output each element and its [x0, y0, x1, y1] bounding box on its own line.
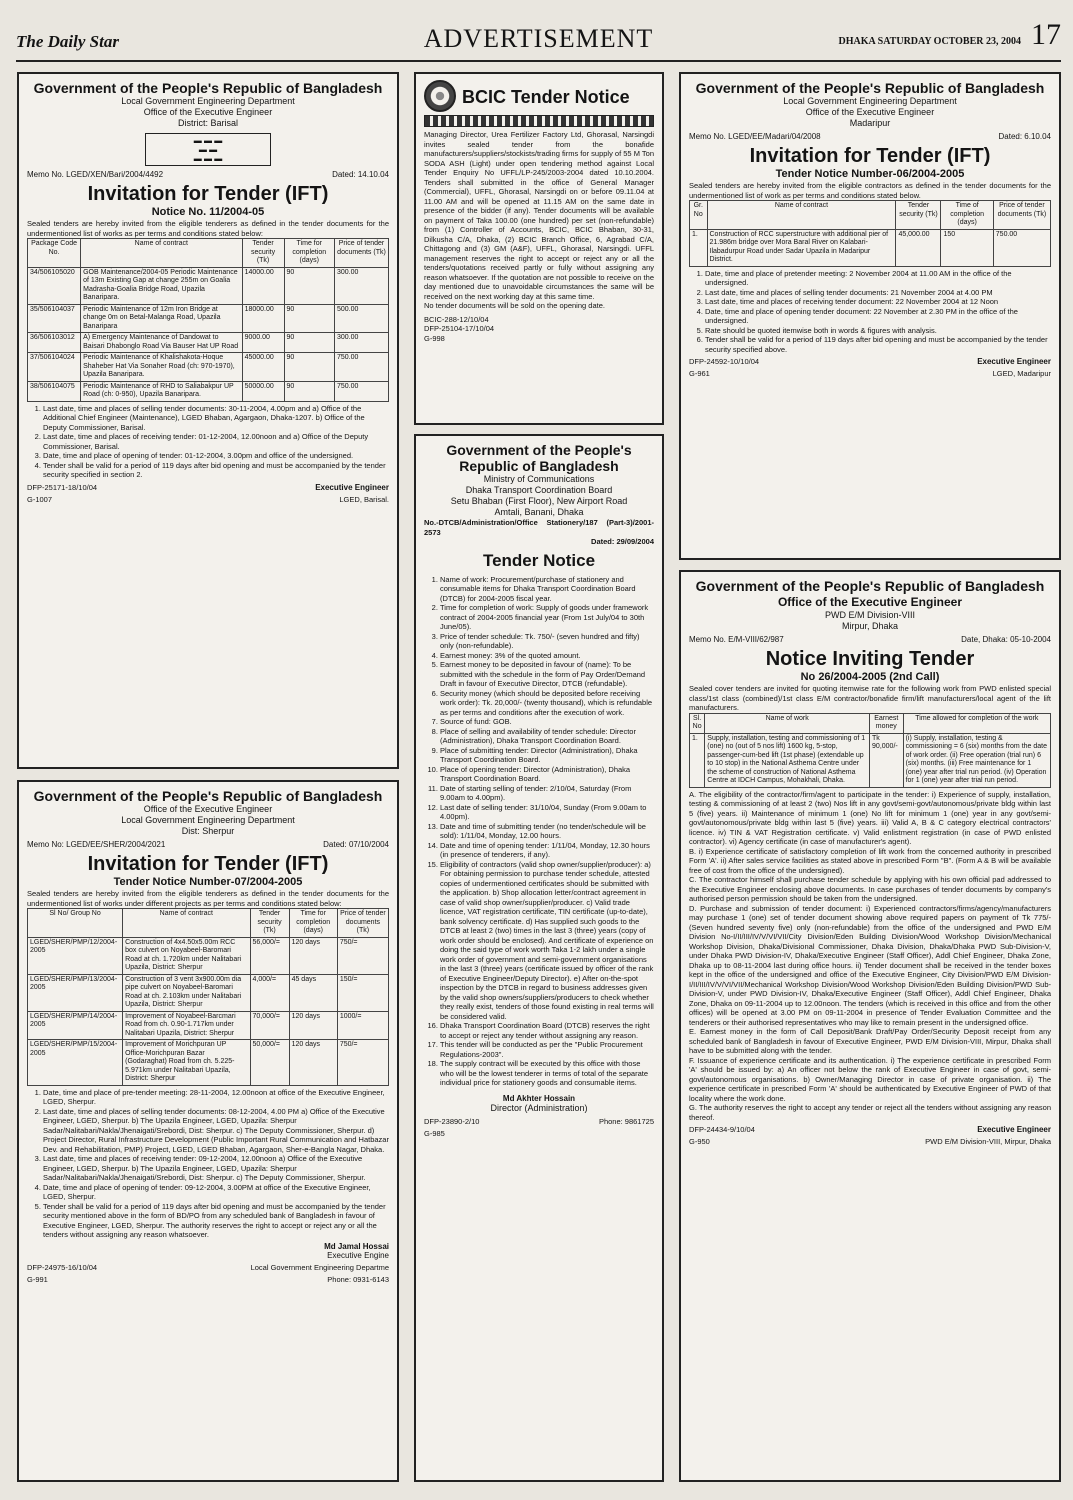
gov-title: Government of the People's Republic of Bangladesh [695, 80, 1045, 96]
memo-number: No.-DTCB/Administration/Office Stationery/187 (Part-3)/2001-2573 [424, 518, 654, 537]
gov-title-line1: Government of the People's [446, 442, 632, 458]
terms-list [689, 269, 1051, 355]
dfp-ref: DFP-25104-17/10/04 [424, 324, 495, 333]
g-number: G-998 [424, 333, 445, 343]
signatory-dept: Local Government Engineering Departme [250, 1262, 389, 1272]
table-row: 1. Construction of RCC superstructure with additional pier of 21.986m bridge over Mora Baral River on Kalabari-Ilabadurpur Road under Sadar Upazila in Madaripur District. 45,000.00 150 750.00 [690, 229, 1051, 266]
signature: Executive Engineer [977, 357, 1051, 366]
gov-title: Government of the People's Republic of Bangladesh [695, 578, 1045, 594]
gov-title-line2: Republic of Bangladesh [459, 458, 619, 474]
dept: Local Government Engineering Department [121, 815, 295, 825]
table-header: Name of contract [123, 909, 250, 938]
table-row: 38/506104075 Periodic Maintenance of RHD to Saliabakpur UP Road (ch: 0-950), Upazila Banaripara. 50000.00 90 750.00 [28, 381, 389, 401]
list-item: 15. Eligibility of contractors (valid shop owner/supplier/producer): a) For obtaining permission to purchase tender schedule, attested copies of undermentioned certificates should be submitted with the application. b) Shop allocation letter/contract agreement in case of valid shop owner/supplier/producer. c) Valid trade licence, VAT registration certificate, TIN certificate (up-to-date), bank solvency certificate. d) Has supplied such goods to the DTCB at least 2 (two) times in the last 3 (three) years (copy of work order should be enclosed). And certificate of experience on doing the said type of work worth Taka 1-2 lakh under a single work order of government and semi-government organisations in the last 3 (three) years (certificate issued by officer of the rank of Executive Engineer/Deputy Director). e) After on-the-spot inspection by the DTCB in regard to business addresses given by the valid shop owners/suppliers/producers to check whether they really exist, tenders of those found existing in real terms will be considered valid. [440, 860, 654, 1022]
list-item: 17. This tender will be conducted as per the "Public Procurement Regulations-2003". [440, 1040, 654, 1059]
intro: Sealed tenders are hereby invited from the eligible tenderers as defined in the tender documents for the undermentioned list of works under different projects as per terms and conditions stated below: [27, 889, 389, 908]
table-header: Sl No/ Group No [28, 909, 123, 938]
memo-number: Memo No. LGED/XEN/Bari/2004/4492 [27, 170, 164, 179]
signatory-title: Executive Engine [327, 1250, 389, 1260]
newspaper-name: The Daily Star [16, 32, 119, 51]
table-header: Price of tender documents (Tk) [334, 239, 388, 268]
intro: Sealed tenders are hereby invited from the eligible tenderers as defined in the tender documents for the undermentioned list of works as per terms and conditions stated below: [27, 219, 389, 238]
ad-pwd-mirpur [679, 570, 1061, 1482]
table-row: 34/506105020 GOB Maintenance/2004-05 Periodic Maintenance of 13m Existing Gap at change 255m on Goalia Madrasha-Goalia Bridge Road, Upazila Banaripara. 14000.00 90 300.00 [28, 267, 389, 304]
list-item: 4. Date, time and place of opening tender document: 22 November at 2.30 PM in the office of the undersigned. [705, 307, 1051, 326]
phone: Phone: 0931-6143 [327, 1274, 389, 1284]
notice-number: No 26/2004-2005 (2nd Call) [800, 671, 940, 683]
intro: Sealed cover tenders are invited for quoting itemwise rate for the following work from PWD enlisted special class/1st class (combined)/1st class E/M contractor/bonafide firm/lift manufacturers/local agent of the lift manufacturers. [689, 684, 1051, 712]
list-item: 4. Earnest money: 3% of the quoted amount. [440, 651, 654, 661]
memo-date: Date, Dhaka: 05-10-2004 [961, 635, 1051, 644]
list-item: 6. Tender shall be valid for a period of 119 days after bid opening and must be accompanied by the tender security specified above. [705, 335, 1051, 354]
tender-table [27, 908, 389, 1086]
signatory-name: Md Jamal Hossai [324, 1241, 389, 1251]
list-item: 1. Date, time and place of pre-tender meeting: 28-11-2004, 12.00noon at office of the Executive Engineer, LGED, Sherpur. [43, 1088, 389, 1107]
division: PWD E/M Division-VIII [824, 610, 915, 620]
clause: E. Earnest money in the form of Call Deposit/Bank Draft/Pay Order/Security Deposit receipt from any scheduled bank of Bangladesh in favour of Executive Engineer, PWD E/M Division-VIII, Mirpur, Dhaka shall have to be submitted along with the tender. [689, 1027, 1051, 1055]
dfp-ref: DFP-24592-10/10/04 [689, 357, 760, 366]
gov-title: Government of the People's Republic of Bangladesh [33, 80, 383, 96]
notice-number: Tender Notice Number-06/2004-2005 [775, 168, 965, 180]
office: Office of the Executive Engineer [777, 595, 963, 609]
table-header: Name of contract [81, 239, 242, 268]
table-header: Time for completion (days) [284, 239, 334, 268]
list-item: 3. Price of tender schedule: Tk. 750/- (seven hundred and fifty) only (non-refundable). [440, 632, 654, 651]
list-item: 1. Last date, time and places of selling tender documents: 30-11-2004, 4.00pm and a) Office of the Additional Chief Engineer (Maintenance), LGED Bhaban, Agargaon, Dhaka-1207. b) Office of the Deputy Commissioner, Barisal. [43, 404, 389, 433]
dfp-ref: DFP-24434-9/10/04 [689, 1125, 755, 1134]
list-item: 16. Dhaka Transport Coordination Board (DTCB) reserves the right to accept or reject any tender without assigning any reason. [440, 1021, 654, 1040]
list-item: 13. Date and time of submitting tender (no tender/schedule will be sold): 1/11/04, Monday, 12.00 hours. [440, 822, 654, 841]
signatory-name: Md Akhter Hossain [502, 1093, 576, 1103]
list-item: 2. Time for completion of work: Supply of goods under framework contract of 2004-2005 financial year (From 1st July/04 to 30th June/05). [440, 603, 654, 632]
office: Office of the Executive Engineer [143, 107, 273, 117]
masthead [16, 18, 1061, 62]
terms-list [424, 575, 654, 1088]
signature-office: PWD E/M Division-VIII, Mirpur, Dhaka [925, 1137, 1051, 1146]
memo-number: Memo No: LGED/EE/SHER/2004/2021 [27, 840, 166, 849]
signature-office: LGED, Barisal. [339, 494, 389, 504]
list-item: 5. Rate should be quoted itemwise both in words & figures with analysis. [705, 326, 1051, 336]
list-item: 2. Last date, time and places of selling tender documents: 21 November 2004 at 4.00 PM [705, 288, 1051, 298]
bengali-tagline-image [424, 115, 654, 127]
dept: Local Government Engineering Department [783, 96, 957, 106]
memo-number: Memo No. E/M-VIII/62/987 [689, 635, 784, 644]
district: Madaripur [849, 118, 891, 128]
list-item: 4. Tender shall be valid for a period of 119 days after bid opening and must be accompanied by the tender security specified in section 2. [43, 461, 389, 480]
table-header: Price of tender documents (Tk) [993, 201, 1050, 230]
table-row: 35/506104037 Periodic Maintenance of 12m Iron Bridge at change 0m on Betal-Malanga Road, Upazila Banaripara 18000.00 90 500.00 [28, 304, 389, 333]
g-number: G-961 [689, 369, 710, 378]
tender-table [689, 713, 1051, 788]
board: Dhaka Transport Coordination Board [465, 485, 613, 495]
ad-title: Invitation for Tender (IFT) [87, 853, 329, 875]
bcic-ref: BCIC-288-12/10/04 [424, 314, 489, 324]
closing-text: No tender documents will be sold on the opening date. [424, 301, 605, 310]
district: District: Barisal [177, 118, 238, 128]
bcic-logo-icon [424, 80, 456, 112]
clause: B. i) Experience certificate of satisfactory completion of lift work from the concerned authority in prescribed Form 'A'. ii) After sales service facilities as stated above in prescribed Form "B". (Form A & B will be available free of cost from the office of the undersigned). [689, 846, 1051, 875]
ad-title: Notice Inviting Tender [765, 648, 975, 670]
address-line1: Setu Bhaban (First Floor), New Airport Road [450, 496, 628, 506]
list-item: 5. Tender shall be valid for a period of 119 days after bid opening and must be accompanied by the tender security mentioned above in the form of BD/PO from any scheduled bank of Bangladesh in favour of Executive Engineer, LGED, Sherpur. The authority reserves the right to accept or reject any or all the tenders without assigning any reason whatsoever. [43, 1202, 389, 1240]
page-number: 17 [1031, 18, 1061, 51]
list-item: 1. Name of work: Procurement/purchase of stationery and consumable items for Dhaka Transport Coordination Board (DTCB) for 2004-2005 fiscal year. [440, 575, 654, 604]
list-item: 11. Date of starting selling of tender: 2/10/04, Saturday (From 9.00am to 4.00pm). [440, 784, 654, 803]
table-header: Package Code No. [28, 239, 81, 268]
list-item: 2. Last date, time and places of receiving tender: 01-12-2004, 12.00noon and a) Office of the Deputy Commissioner, Barisal. [43, 432, 389, 451]
notice-number: Tender Notice Number-07/2004-2005 [113, 876, 303, 888]
dateline: DHAKA SATURDAY OCTOBER 23, 2004 [838, 36, 1021, 47]
district: Dist: Sherpur [181, 826, 235, 836]
table-header: Earnest money [870, 713, 904, 733]
place: Mirpur, Dhaka [841, 621, 899, 631]
list-item: 2. Last date, time and places of selling tender documents: 08-12-2004, 4.00 PM a) Office of the Executive Engineer, LGED, Sherpur. b) The Upazila Engineer, LGED, Upazila: Sherpur Sadar/Nalitabari/Nakla/Jhenaigati/Srebordi, Dist: Sherpur. c) The Deputy Commissioner, Sherpur. d) Project Director, Rural Infrastructure Development (Public Important Rural Communication and Hatbazar Dev. and Rehabilitation, PMP) Project, LGED, LGED Bhaban, Agargaon, Sher-e-Bangla Nagar, Dhaka. [43, 1107, 389, 1155]
bengali-slogan-image: ▬ ▬ ▬ ▬ ▬ ▬ ▬ ▬ [145, 133, 271, 166]
clause: A. The eligibility of the contractor/firm/agent to participate in the tender: i) Experience of supply, installation, testing & commissioning of at least 2 (two) Nos lift in any govt/semi-govt/autonomous/private bldg within last 5 (five) years. ii) Maintenance of minimum 1 (one) No lift for minimum 1 (one) year in any govt/semi-govt/autonomous/private bldg within last 5 (five) years. iii) Valid A, B & C category electrical contractors' licence. iv) TIN & VAT Registration certificate. v) Valid enlistment registration (in case of PWD enlisted contractor). vi) Agency certificate (in case of manufacturer's agent). [689, 789, 1051, 846]
list-item: 12. Last date of selling tender: 31/10/04, Sunday (From 9.00am to 4.00pm). [440, 803, 654, 822]
signature-office: LGED, Madaripur [992, 369, 1051, 378]
tender-table [27, 238, 389, 402]
table-row: 1. Supply, installation, testing and commissioning of 1 (one) no (out of 5 nos lift) 1600 kg, 5-stop, passenger-cum-bed lift (1st phase) (extendable up to 10 stop) in the National Asthema Centre under the scheme of construction of National Asthema Centre at IDCH Campus, Mohakhali, Dhaka. Tk 90,000/- (i) Supply, installation, testing & commissioning = 6 (six) months from the date of work order. (ii) Free operation (trial run) 6 (six) months. (iii) Free maintenance for 1 (one) year after trial run period. (iv) Operation for 1 (one) year after trial run period. [690, 733, 1051, 787]
table-row: LGED/SHER/PMP/15/2004-2005 Improvement of Morichpuran UP Office-Morichpuran Bazar (Godaraghat) Road from ch. 5.225-5.971km under Nalitabari Upazila, District: Sherpur 50,000/= 120 days 750/= [28, 1040, 389, 1086]
body-text: Managing Director, Urea Fertilizer Factory Ltd, Ghorasal, Narsingdi invites sealed tender from the bonafide manufacturers/suppliers/stockists/trading firms for supply of 55 M Ton SODA ASH (Light) under open tendering method against Local Tender Enquiry No UFFL/LP-245/2003-2004 dated 10.10.2004. Tenders shall submitted in the office of General Manager (Commercial), UFFL, Ghorasal, Narsingdi on or before 09.11.04 at 11.00 AM and will be opened at 11.15 AM on the same date in presence of the bidder (if any). Tender documents will be available on payment of Taka 100.00 (one hundred) per set (non-refundable) from (1) Controller of Accounts, BCIC, BCIC Bhaban, 30-31, Dilkusha C/A, Dhaka, (2) BCIC Branch Office, 6, Agrabad C/A, Chittagong and (3) GM (A&F), UFFL, Ghorasal, Narsingdi. UFFL management reserves the right to accept or reject any or all the tenders/quotations received partly or fully without assigning any reason whatsoever. If the quotation are not possible to receive on the day mentioned due to unavoidable circumstances the same will be received on the next working day at this same time. [424, 130, 654, 301]
clause: D. Purchase and submission of tender document: i) Experienced contractors/firms/agency/manufacturers may purchase 1 (one) set of tender document showing above required papers on payment of Tk 775/- (Seven hundred seventy five) only (non-refundable) from the office of the undersigned and PWD E/M Division No-I/II/III/IV/V/VI/VII/City Division/Eden Building Division/Wood Workshop Division/Mechanical Workshop Division, Dhaka/Divisional Commissioner, Dhaka Division, Dhaka/Dhaka PWD Sub-Division-V, under Dhaka PWD Division-IV, Dhaka/Executive Engineer (Staff Officer), Addl Chief Engineer, Dhaka Zone, Dhaka up to 08-11-2004 last during office hours. ii) Tender document shall be received in the tender boxes kept in the office of the undersigned and office of the Executive Engineer, City Division/PWD E/M Division-I/II/III/IV/V/VI/VII/Mechanical Workshop Division/Wood Workshop Division/Eden Building Division/PWD Sub-Division-V, under PWD Division-IV, Dhaka/Executive Engineer (Staff Officer), Addl Chief Engineer, Dhaka Zone, Dhaka on 09-11-2004 up to 12.00noon. The tenders (which is received in this office and from the other offices) will be opened at 3.00 PM on 09-11-2004 in presence of Tender Evaluation Committee and the tenderers or their authorised representatives who may like to remain present in the undersigned office. [689, 903, 1051, 1027]
memo-date: Dated: 29/09/2004 [591, 537, 654, 546]
table-row: 36/506103012 A) Emergency Maintenance of Dandowat to Baisari Dhabonglo Road Via Bauser Hat UP Road 9000.00 90 300.00 [28, 333, 389, 353]
table-row: LGED/SHER/PMP/13/2004-2005 Construction of 3 vent 3x900.00m dia pipe culvert on Noyabeel-Baromari Road at ch. 2.103km under Nalitabari Upazila, District: Sherpur 4,000/= 45 days 150/= [28, 974, 389, 1011]
list-item: 5. Earnest money to be deposited in favour of (name): To be submitted with the schedule in the form of Pay Order/Demand Draft in favour of Executive Director, DTCB (refundable). [440, 660, 654, 689]
ad-madaripur [679, 72, 1061, 560]
g-number: G-950 [689, 1137, 710, 1146]
table-header: Price of tender documents (Tk) [337, 909, 388, 938]
ad-barisal [17, 72, 399, 769]
ad-dtcb [414, 434, 664, 1482]
dfp-ref: DFP-23890-2/10 [424, 1116, 480, 1126]
list-item: 3. Last date, time and places of receiving tender: 09-12-2004, 12.00noon a) Office of the Executive Engineer, LGED, Sherpur. b) The Upazila Engineer, LGED, Upazila: Sherpur Sadar/Nalitabari/Nakla/Jhenaigati/Srebordi, Dist: Sherpur. c) The Deputy Commissioner, Sherpur. [43, 1154, 389, 1183]
table-header: Time allowed for completion of the work [903, 713, 1050, 733]
table-header: Tender security (Tk) [896, 201, 941, 230]
clause: C. The contractor himself shall purchase tender schedule by applying with his own official pad addressed to the Executive Engineer enclosing above documents. In case purchases of tender documents by company's authorised person permission should be taken from the undersigned. [689, 875, 1051, 903]
intro: Sealed tenders are hereby invited from the eligible contractors as defined in the tender documents for the undermentioned list of work as per terms and conditions stated below. [689, 181, 1051, 200]
ad-title: BCIC Tender Notice [462, 87, 630, 107]
memo-date: Dated: 07/10/2004 [323, 840, 389, 849]
list-item: 3. Last date, time and places of receiving tender document: 22 November 2004 at 12 Noon [705, 297, 1051, 307]
table-header: Tender security (Tk) [242, 239, 284, 268]
ad-sherpur [17, 780, 399, 1482]
memo-number: Memo No. LGED/EE/Madari/04/2008 [689, 132, 821, 141]
ad-title: Tender Notice [482, 550, 596, 570]
table-row: LGED/SHER/PMP/12/2004-2005 Construction of 4x4.50x5.00m RCC box culvert on Noyabeel-Baromari Road at ch. 1.720km under Nalitabari Upazila, District: Sherpur 56,000/= 120 days 750/= [28, 937, 389, 974]
list-item: 18. The supply contract will be executed by this office with those who will be the lowest tenderer in terms of total of the separate individual price for stationery goods and consumable items. [440, 1059, 654, 1088]
table-header: Name of work [705, 713, 870, 733]
dfp-ref: DFP-24975-16/10/04 [27, 1262, 98, 1272]
list-item: 9. Place of submitting tender: Director (Administration), Dhaka Transport Coordination Board. [440, 746, 654, 765]
table-row: LGED/SHER/PMP/14/2004-2005 Improvement of Noyabeel-Barcmari Road from ch. 0.90-1.717km under Nalitabari Upazila, District: Sherpur 70,000/= 120 days 1000/= [28, 1011, 389, 1040]
ministry: Ministry of Communications [483, 474, 595, 484]
ad-title: Invitation for Tender (IFT) [749, 145, 991, 167]
tender-table [689, 200, 1051, 267]
ad-bcic [414, 72, 664, 425]
table-header: Tender security (Tk) [250, 909, 289, 938]
office: Office of the Executive Engineer [143, 804, 273, 814]
gov-title: Government of the People's Republic of Bangladesh [33, 788, 383, 804]
clause: F. Issuance of experience certificate and its authentication. i) The experience certificate in prescribed Form 'A' should be issued by: a) An officer not below the rank of Executive Engineer in case of govt, semi-govt/autonomous organisations. b) Owner/Managing Director in case of private organisation. ii) The experience certificate in prescribed Form 'A' should be authenticated by Executive Engineer of PWD of that locality where the work done. [689, 1055, 1051, 1103]
table-header: Sl. No [690, 713, 705, 733]
dfp-ref: DFP-25171-18/10/04 [27, 482, 98, 492]
section-title: ADVERTISEMENT [423, 24, 654, 53]
memo-date: Dated: 14.10.04 [332, 170, 389, 179]
g-number: G-1007 [27, 494, 53, 504]
terms-list [27, 404, 389, 480]
address-line2: Amtali, Banani, Dhaka [494, 507, 584, 517]
dept: Local Government Engineering Department [121, 96, 295, 106]
table-header: Name of contract [707, 201, 896, 230]
signatory-title: Director (Administration) [490, 1102, 588, 1113]
ad-title: Invitation for Tender (IFT) [87, 183, 329, 205]
clause: G. The authority reserves the right to accept any tender or reject all the tenders without assigning any reason thereof. [689, 1103, 1051, 1122]
table-header: Time for completion (days) [289, 909, 337, 938]
table-header: Gr. No [690, 201, 708, 230]
signature: Executive Engineer [315, 482, 389, 492]
signature: Executive Engineer [977, 1125, 1051, 1134]
list-item: 8. Place of selling and availability of tender schedule: Director (Administration), Dhaka Transport Coordination Board. [440, 727, 654, 746]
list-item: 10. Place of opening tender: Director (Administration), Dhaka Transport Coordination Board. [440, 765, 654, 784]
office: Office of the Executive Engineer [805, 107, 935, 117]
notice-number: Notice No. 11/2004-05 [151, 206, 265, 218]
list-item: 4. Date, time and place of opening of tender: 09-12-2004, 3.00PM at office of the Executive Engineer, LGED, Sherpur. [43, 1183, 389, 1202]
phone: Phone: 9861725 [598, 1116, 654, 1126]
g-number: G-985 [424, 1128, 445, 1138]
list-item: 7. Source of fund: GOB. [440, 717, 654, 727]
table-row: 37/506104024 Periodic Maintenance of Khalishakota-Hoque Shaheber Hat Via Sonaher Road (ch: 970-1970), Upazila Banaripara. 45000.00 90 750.00 [28, 353, 389, 382]
list-item: 14. Date and time of opening tender: 1/11/04, Monday, 12.30 hours (in presence of tenderers, if any). [440, 841, 654, 860]
list-item: 3. Date, time and place of opening of tender: 01-12-2004, 3.00pm and office of the undersigned. [43, 451, 389, 461]
memo-date: Dated: 6.10.04 [998, 132, 1051, 141]
list-item: 6. Security money (which should be deposited before receiving work order): Tk. 20,000/- (twenty thousand), which is refundable as per terms and conditions after the execution of work. [440, 689, 654, 718]
list-item: 1. Date, time and place of pretender meeting: 2 November 2004 at 11.00 AM in the office of the undersigned. [705, 269, 1051, 288]
terms-list [27, 1088, 389, 1240]
table-header: Time of completion (days) [941, 201, 993, 230]
g-number: G-991 [27, 1274, 48, 1284]
